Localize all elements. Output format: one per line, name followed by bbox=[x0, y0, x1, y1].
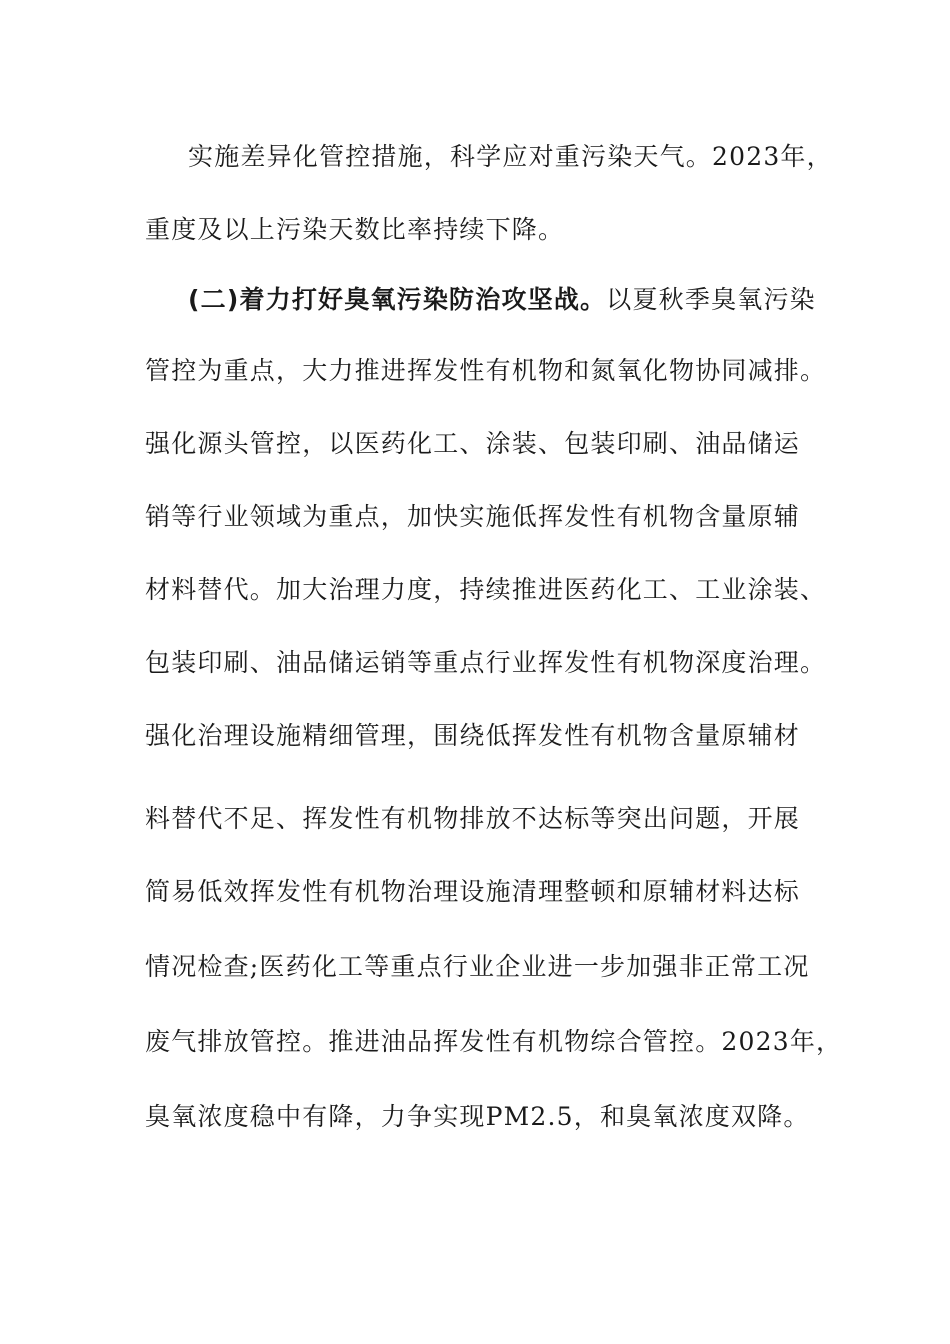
paragraph-2-line-8: 料替代不足、挥发性有机物排放不达标等突出问题，开展 bbox=[145, 804, 801, 833]
paragraph-2-line-2: 管控为重点，大力推进挥发性有机物和氮氧化物协同减排。 bbox=[145, 356, 827, 385]
paragraph-2-line-11: 废气排放管控。推进油品挥发性有机物综合管控。2023年， bbox=[145, 1027, 843, 1056]
paragraph-1-line-2: 重度及以上污染天数比率持续下降。 bbox=[145, 215, 565, 244]
paragraph-2-line-1 bbox=[188, 280, 816, 320]
paragraph-2-line-4: 销等行业领域为重点，加快实施低挥发性有机物含量原辅 bbox=[145, 502, 801, 531]
paragraph-2-line-10: 情况检查;医药化工等重点行业企业进一步加强非正常工况 bbox=[145, 952, 810, 981]
paragraph-2-line-1-text: 以夏秋季臭氧污染 bbox=[606, 285, 816, 314]
paragraph-2-line-5: 材料替代。加大治理力度，持续推进医药化工、工业涂装、 bbox=[145, 575, 827, 604]
paragraph-2-line-9: 简易低效挥发性有机物治理设施清理整顿和原辅材料达标 bbox=[145, 877, 801, 906]
paragraph-2-line-6: 包装印刷、油品储运销等重点行业挥发性有机物深度治理。 bbox=[145, 648, 827, 677]
paragraph-2-line-7: 强化治理设施精细管理，围绕低挥发性有机物含量原辅材 bbox=[145, 721, 801, 750]
paragraph-1-line-1: 实施差异化管控措施，科学应对重污染天气。2023年， bbox=[188, 142, 833, 171]
paragraph-2-line-12: 臭氧浓度稳中有降，力争实现PM2.5，和臭氧浓度双降。 bbox=[145, 1102, 810, 1131]
paragraph-2-line-3: 强化源头管控，以医药化工、涂装、包装印刷、油品储运 bbox=[145, 429, 801, 458]
section-heading: (二)着力打好臭氧污染防治攻坚战。 bbox=[188, 285, 607, 314]
